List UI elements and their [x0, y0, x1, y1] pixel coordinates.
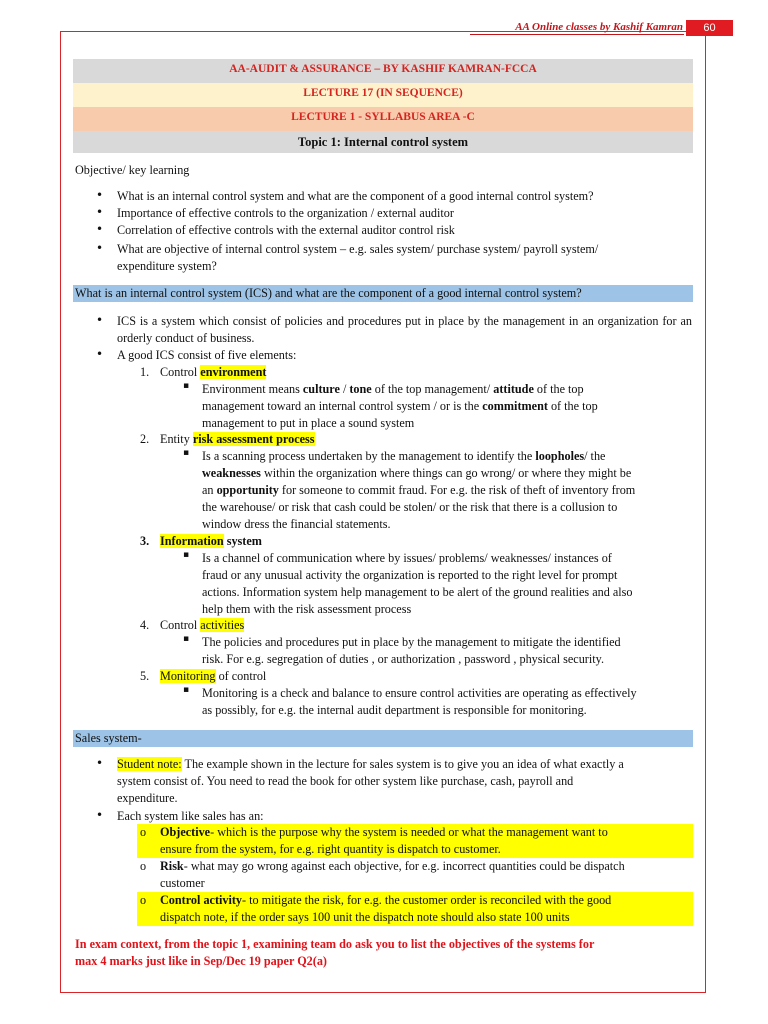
- info-line-2: fraud or any unusual activity the organization is reported to the right level for prompt: [202, 568, 618, 582]
- bullet-icon: •: [96, 313, 104, 327]
- square-bullet-icon: ▪: [183, 381, 190, 391]
- risk-line-2: weaknesses within the organization where things can go wrong/ or where they might be: [202, 466, 632, 480]
- element-2-title: Entity risk assessment process: [160, 432, 315, 446]
- bullet-icon: •: [96, 205, 104, 219]
- exam-note-line-1: In exam context, from the topic 1, examining team do ask you to list the objectives of the systems for: [75, 937, 595, 951]
- course-banner: AA-AUDIT & ASSURANCE – BY KASHIF KAMRAN-FCCA: [73, 59, 693, 83]
- activities-line-2: risk. For e.g. segregation of duties , or authorization , password , physical security.: [202, 652, 604, 666]
- bullet-icon: •: [96, 222, 104, 236]
- element-num-2: 2.: [140, 432, 150, 446]
- running-title: AA Online classes by Kashif Kamran: [515, 21, 683, 33]
- ics-section-heading: What is an internal control system (ICS) and what are the component of a good internal control system?: [73, 285, 693, 302]
- element-3-title: Information system: [160, 534, 262, 548]
- risk-line-5: window dress the financial statements.: [202, 517, 391, 531]
- element-4-title: Control activities: [160, 618, 245, 632]
- info-line-1: Is a channel of communication where by issues/ problems/ weaknesses/ instances of: [202, 551, 612, 565]
- objective-bullet-2: Importance of effective controls to the organization / external auditor: [117, 206, 454, 220]
- student-note-line-1: Student note: The example shown in the lecture for sales system is to give you an idea of what exactly a: [117, 757, 624, 771]
- objective-bullet-4-cont: expenditure system?: [117, 259, 217, 273]
- element-num-1: 1.: [140, 365, 150, 379]
- risk-item-line-1: Risk- what may go wrong against each objective, for e.g. incorrect quantities could be dispatch: [160, 859, 625, 873]
- page-number: 60: [686, 20, 733, 36]
- element-num-5: 5.: [140, 669, 150, 683]
- env-line-2: management toward an internal control system / or is the commitment of the top: [202, 399, 598, 413]
- element-num-3: 3.: [140, 534, 150, 548]
- objective-bullet-3: Correlation of effective controls with the external auditor control risk: [117, 223, 455, 237]
- ics-intro: ICS is a system which consist of policies and procedures put in place by the management in an organization for an orderly conduct of business.: [117, 314, 692, 345]
- control-activity-line-1: Control activity- to mitigate the risk, for e.g. the customer order is reconciled with the good: [160, 893, 612, 907]
- topic-title: Topic 1: Internal control system: [73, 131, 693, 153]
- five-elements: A good ICS consist of five elements:: [117, 348, 297, 362]
- circle-bullet-icon: o: [140, 859, 147, 873]
- element-1-title: Control environment: [160, 365, 267, 379]
- activities-line-1: The policies and procedures put in place by the management to mitigate the identified: [202, 635, 621, 649]
- each-system-line: Each system like sales has an:: [117, 809, 264, 823]
- square-bullet-icon: ▪: [183, 448, 190, 458]
- bullet-icon: •: [96, 347, 104, 361]
- risk-item-line-2: customer: [160, 876, 205, 890]
- student-note-line-2: system consist of. You need to read the book for other system like purchase, cash, payroll and: [117, 774, 574, 788]
- bullet-icon: •: [96, 188, 104, 202]
- objective-bullet-4: What are objective of internal control system – e.g. sales system/ purchase system/ payroll system/: [117, 242, 599, 256]
- element-5-title: Monitoring of control: [160, 669, 267, 683]
- control-activity-line-2: dispatch note, if the order says 100 unit the dispatch note should also state 100 units: [160, 910, 570, 924]
- bullet-icon: •: [96, 756, 104, 770]
- square-bullet-icon: ▪: [183, 685, 190, 695]
- element-num-4: 4.: [140, 618, 150, 632]
- objective-heading: Objective/ key learning: [75, 163, 190, 177]
- square-bullet-icon: ▪: [183, 550, 190, 560]
- monitoring-line-2: as possibly, for e.g. the internal audit department is responsible for monitoring.: [202, 703, 587, 717]
- objective-bullet-1: What is an internal control system and what are the component of a good internal control system?: [117, 189, 594, 203]
- risk-line-4: the warehouse/ or risk that cash could be stolen/ or the risk that there is a collusion to: [202, 500, 618, 514]
- lecture-banner: LECTURE 17 (IN SEQUENCE): [73, 83, 693, 107]
- header-rule: [470, 34, 684, 35]
- circle-bullet-icon: o: [140, 825, 147, 839]
- syllabus-banner: LECTURE 1 - SYLLABUS AREA -C: [73, 107, 693, 131]
- info-line-3: actions. Information system help management to be alert of the ground realities and also: [202, 585, 633, 599]
- bullet-icon: •: [96, 808, 104, 822]
- sales-section-heading: Sales system-: [73, 730, 693, 747]
- objective-line-2: ensure from the system, for e.g. right quantity is dispatch to customer.: [160, 842, 501, 856]
- env-line-3: management to put in place a sound system: [202, 416, 415, 430]
- risk-line-3: an opportunity for someone to commit fraud. For e.g. the risk of theft of inventory from: [202, 483, 636, 497]
- env-line-1: Environment means culture / tone of the top management/ attitude of the top: [202, 382, 584, 396]
- square-bullet-icon: ▪: [183, 634, 190, 644]
- student-note-line-3: expenditure.: [117, 791, 178, 805]
- circle-bullet-icon: o: [140, 893, 147, 907]
- risk-line-1: Is a scanning process undertaken by the management to identify the loopholes/ the: [202, 449, 606, 463]
- objective-line-1: Objective- which is the purpose why the system is needed or what the management want to: [160, 825, 608, 839]
- info-line-4: help them with the risk assessment process: [202, 602, 412, 616]
- exam-note-line-2: max 4 marks just like in Sep/Dec 19 paper Q2(a): [75, 954, 327, 968]
- monitoring-line-1: Monitoring is a check and balance to ensure control activities are operating as effectively: [202, 686, 637, 700]
- bullet-icon: •: [96, 241, 104, 255]
